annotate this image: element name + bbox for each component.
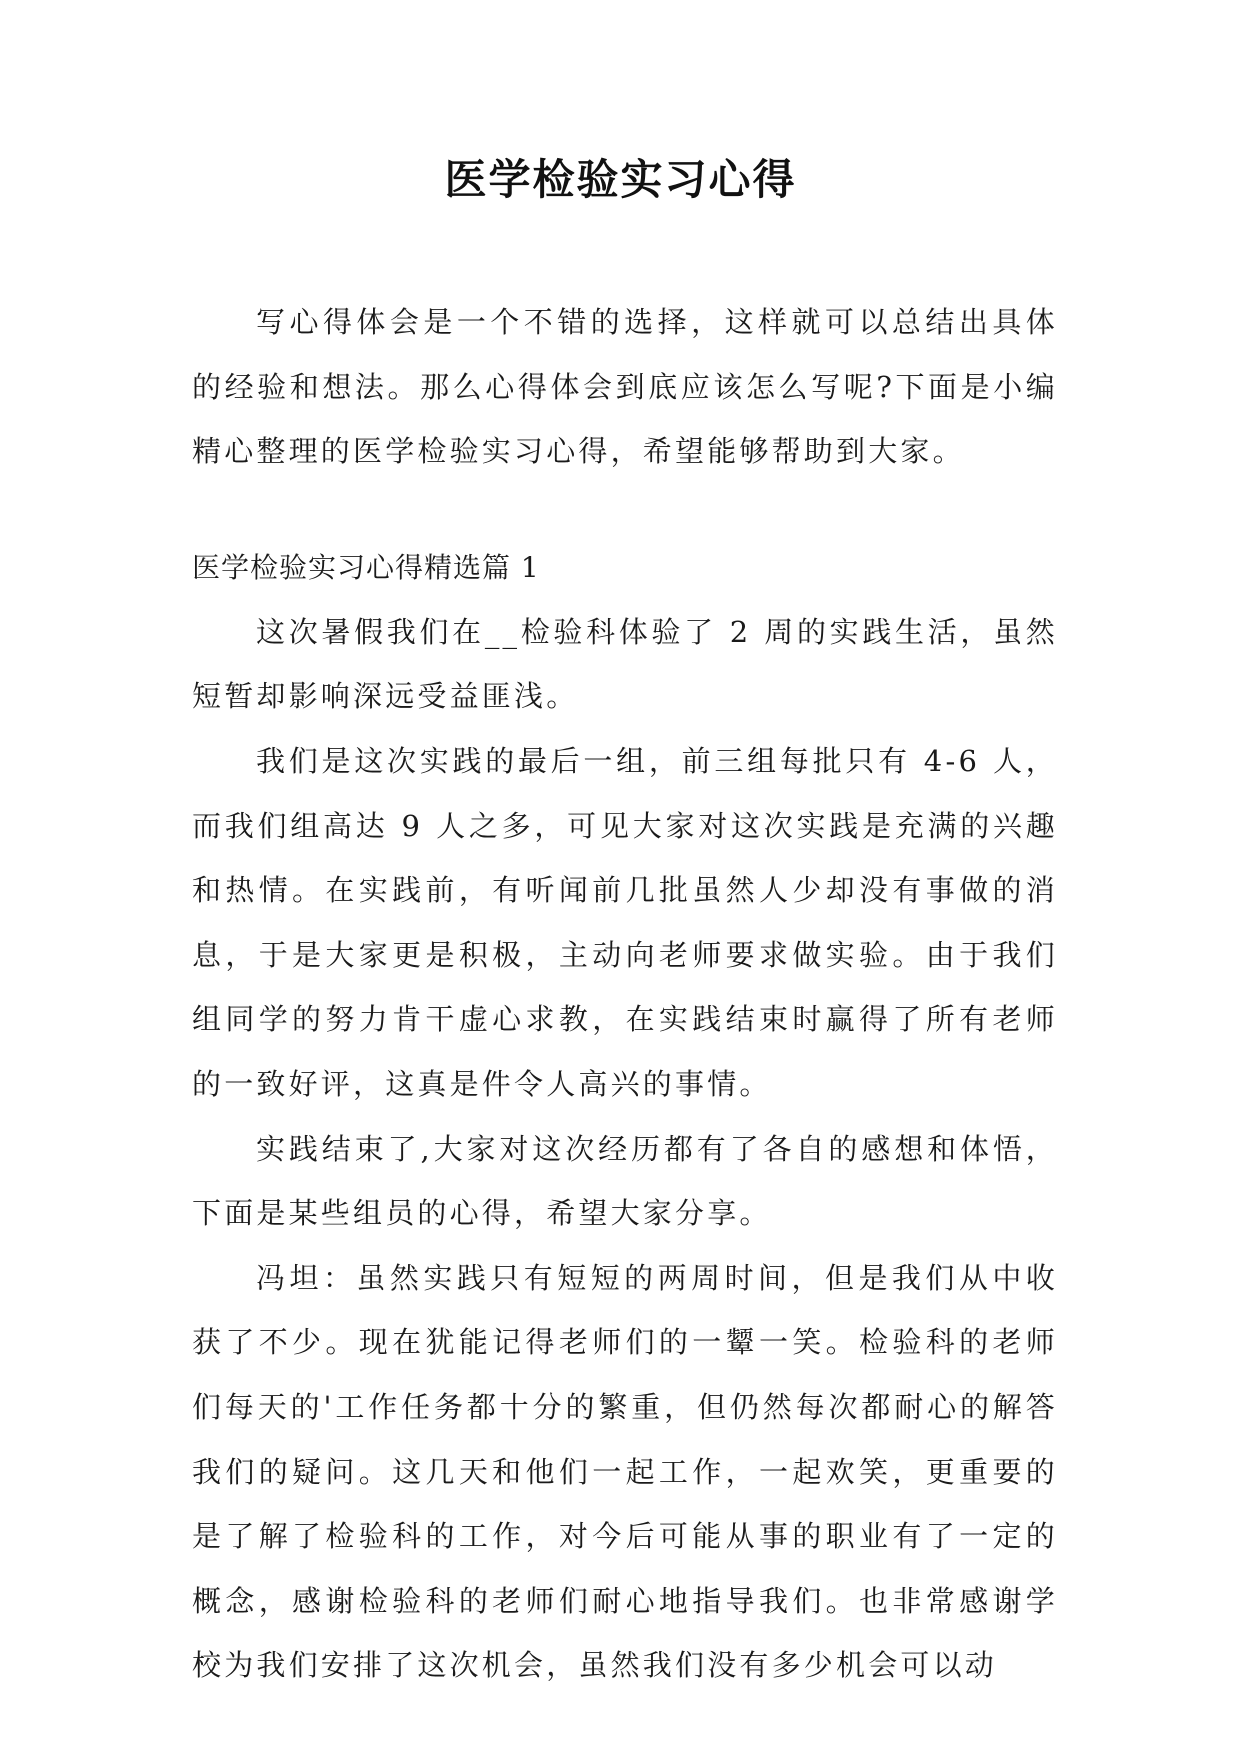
body-paragraph-3: 实践结束了,大家对这次经历都有了各自的感想和体悟，下面是某些组员的心得，希望大家分享。: [192, 1131, 1058, 1231]
body-paragraph-4: 冯坦：虽然实践只有短短的两周时间，但是我们从中收获了不少。现在犹能记得老师们的一颦一笑。检验科的老师们每天的'工作任务都十分的繁重，但仍然每次都耐心的解答我们的疑问。这几天和他们一起工作，一起欢笑，更重要的是了解了检验科的工作，对今后可能从事的职业有了一定的概念，感谢检验科的老师们耐心地指导我们。也非常感谢学校为我们安排了这次机会，虽然我们没有多少机会可以动: [192, 1260, 1058, 1683]
intro-paragraph: 写心得体会是一个不错的选择，这样就可以总结出具体的经验和想法。那么心得体会到底应该怎么写呢?下面是小编精心整理的医学检验实习心得，希望能够帮助到大家。: [192, 305, 1058, 469]
document-title: 医学检验实习心得: [444, 155, 797, 204]
body-paragraph-2: 我们是这次实践的最后一组，前三组每批只有 4-6 人，而我们组高达 9 人之多，可见大家对这次实践是充满的兴趣和热情。在实践前，有听闻前几批虽然人少却没有事做的消息，于是大家更是积极，主动向老师要求做实验。由于我们组同学的努力肯干虚心求教，在实践结束时赢得了所有老师的一致好评，这真是件令人高兴的事情。: [192, 743, 1058, 1101]
section-heading: 医学检验实习心得精选篇 1: [192, 550, 540, 584]
document-body: [192, 290, 1058, 1698]
body-paragraph-1: 这次暑假我们在__检验科体验了 2 周的实践生活，虽然短暂却影响深远受益匪浅。: [192, 614, 1058, 714]
